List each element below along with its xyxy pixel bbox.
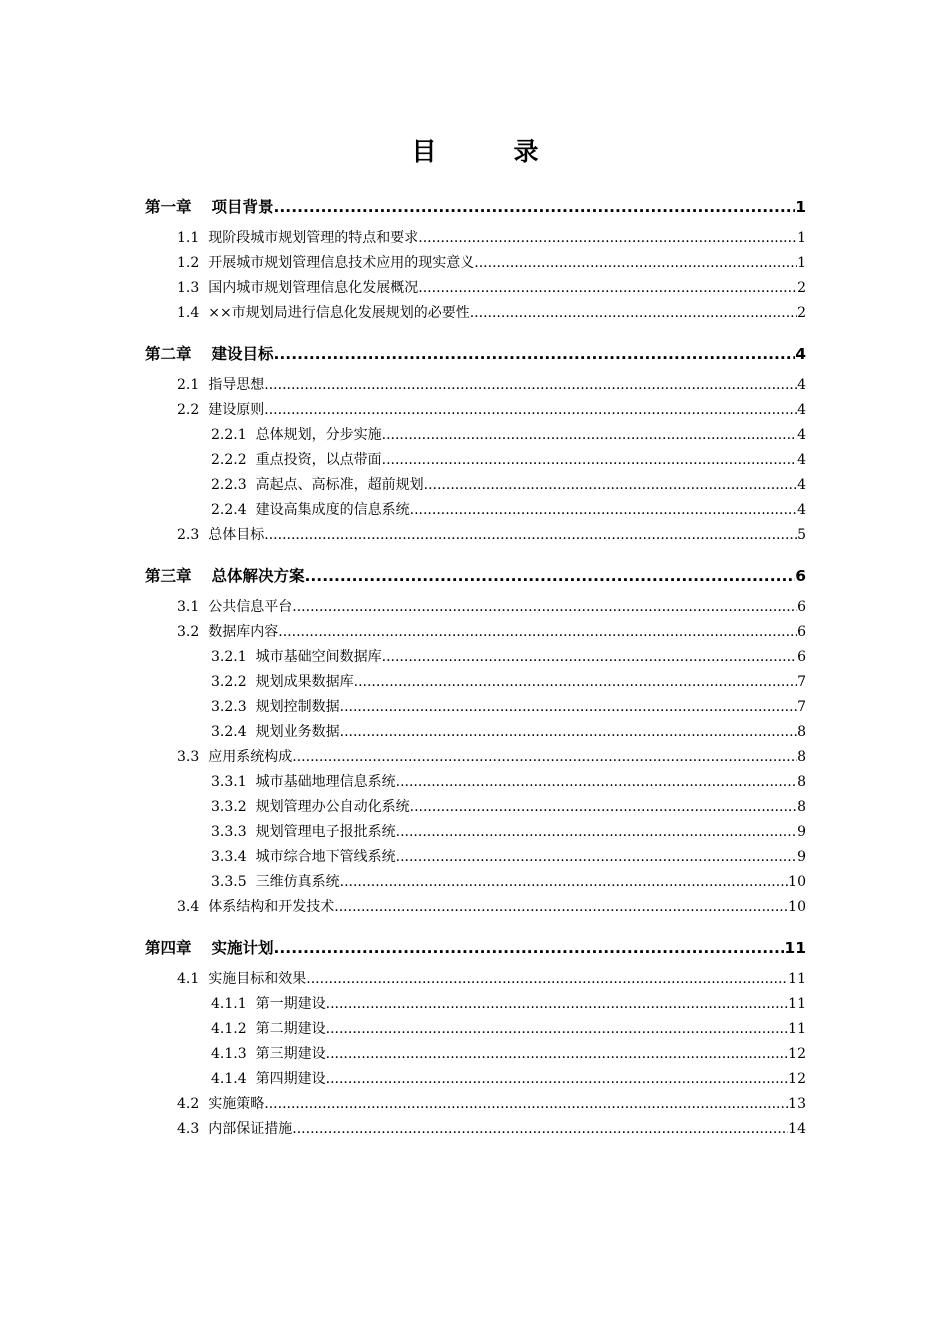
toc-section-entry[interactable] [145, 226, 806, 251]
toc-subsection-entry[interactable] [145, 870, 806, 895]
toc-subsection-entry[interactable] [145, 670, 806, 695]
toc-section-entry[interactable] [145, 595, 806, 620]
dot-leader [264, 1092, 788, 1117]
section-number: 2.2 [177, 402, 200, 418]
section-title: 开展城市规划管理信息技术应用的现实意义 [208, 255, 475, 271]
toc-subsection-entry[interactable] [145, 645, 806, 670]
section-number: 4.2 [177, 1096, 200, 1112]
toc-subsection-entry[interactable] [145, 1042, 806, 1067]
page-number: 1 [797, 230, 806, 246]
page-number: 1 [795, 198, 806, 216]
page-number: 8 [797, 749, 806, 765]
dot-leader [418, 276, 797, 301]
toc-chapter-entry[interactable] [145, 563, 806, 590]
page-number: 6 [795, 567, 806, 585]
dot-leader [410, 795, 797, 820]
toc-section-entry[interactable] [145, 1117, 806, 1142]
toc-subsection-entry[interactable] [145, 992, 806, 1017]
section-number: 2.2.2 [211, 452, 247, 468]
dot-leader [474, 251, 797, 276]
dot-leader [382, 645, 797, 670]
dot-leader [326, 1067, 789, 1092]
section-title: 城市基础地理信息系统 [255, 774, 396, 790]
section-title: 重点投资，以点带面 [255, 452, 382, 468]
section-number: 4.1.2 [211, 1021, 247, 1037]
toc-subsection-entry[interactable] [145, 720, 806, 745]
toc-subsection-entry[interactable] [145, 770, 806, 795]
page-number: 6 [797, 599, 806, 615]
toc-section-entry[interactable] [145, 895, 806, 920]
page-number: 12 [788, 1071, 806, 1087]
dot-leader [340, 695, 797, 720]
section-number: 4.1.4 [211, 1071, 247, 1087]
section-title: 国内城市规划管理信息化发展概况 [208, 280, 419, 296]
page-number: 11 [788, 971, 806, 987]
dot-leader [410, 498, 797, 523]
dot-leader [274, 341, 796, 368]
section-number: 3.3.2 [211, 799, 247, 815]
section-number: 3.2.3 [211, 699, 247, 715]
dot-leader [396, 845, 797, 870]
section-number: 3.3.5 [211, 874, 247, 890]
page-number: 8 [797, 724, 806, 740]
toc-subsection-entry[interactable] [145, 448, 806, 473]
page-number: 11 [788, 1021, 806, 1037]
section-title: 规划管理电子报批系统 [255, 824, 396, 840]
section-title: 第四期建设 [255, 1071, 326, 1087]
section-number: 2.2.1 [211, 427, 247, 443]
section-title: 总体目标 [208, 527, 265, 543]
dot-leader [292, 595, 797, 620]
section-number: 2.2.3 [211, 477, 247, 493]
page-number: 8 [797, 774, 806, 790]
dot-leader [326, 1042, 789, 1067]
page-number: 4 [795, 345, 806, 363]
section-number: 3.2.2 [211, 674, 247, 690]
page-number: 13 [788, 1096, 806, 1112]
toc-section-entry[interactable] [145, 523, 806, 548]
section-number: 4.1.1 [211, 996, 247, 1012]
toc-section-entry[interactable] [145, 276, 806, 301]
chapter-title: 项目背景 [211, 198, 274, 216]
section-number: 1.4 [177, 305, 200, 321]
toc-subsection-entry[interactable] [145, 423, 806, 448]
section-number: 1.1 [177, 230, 200, 246]
section-number: 3.3.3 [211, 824, 247, 840]
toc-subsection-entry[interactable] [145, 1017, 806, 1042]
chapter-title: 建设目标 [211, 345, 274, 363]
toc-chapter-entry[interactable] [145, 341, 806, 368]
section-number: 4.3 [177, 1121, 200, 1137]
section-number: 3.2.4 [211, 724, 247, 740]
chapter-number: 第三章 [145, 567, 192, 585]
page-number: 4 [797, 477, 806, 493]
section-title: 公共信息平台 [208, 599, 293, 615]
section-title: 高起点、高标准，超前规划 [255, 477, 424, 493]
dot-leader [354, 670, 797, 695]
toc-section-entry[interactable] [145, 398, 806, 423]
section-number: 4.1 [177, 971, 200, 987]
dot-leader [274, 194, 796, 221]
page-number: 2 [797, 280, 806, 296]
chapter-title: 总体解决方案 [211, 567, 305, 585]
toc-subsection-entry[interactable] [145, 473, 806, 498]
section-title: 应用系统构成 [208, 749, 293, 765]
section-title: 建设原则 [208, 402, 265, 418]
dot-leader [305, 563, 796, 590]
toc-subsection-entry[interactable] [145, 1067, 806, 1092]
dot-leader [396, 820, 797, 845]
chapter-title: 实施计划 [211, 939, 274, 957]
chapter-number: 第四章 [145, 939, 192, 957]
section-title: 规划控制数据 [255, 699, 340, 715]
section-number: 2.3 [177, 527, 200, 543]
dot-leader [278, 620, 797, 645]
page-title: 目 录 [411, 137, 565, 166]
page-number: 10 [788, 874, 806, 890]
dot-leader [292, 1117, 788, 1142]
page-number: 4 [797, 402, 806, 418]
toc-section-entry[interactable] [145, 745, 806, 770]
page-number: 1 [797, 255, 806, 271]
section-title: 规划业务数据 [255, 724, 340, 740]
dot-leader [326, 1017, 789, 1042]
section-number: 3.1 [177, 599, 200, 615]
dot-leader [264, 523, 797, 548]
toc-subsection-entry[interactable] [145, 845, 806, 870]
page-number: 12 [788, 1046, 806, 1062]
dot-leader [396, 770, 797, 795]
dot-leader [382, 448, 797, 473]
toc-chapter-entry[interactable] [145, 935, 806, 962]
table-of-contents [145, 194, 806, 1142]
section-title: 城市基础空间数据库 [255, 649, 382, 665]
dot-leader [264, 398, 797, 423]
section-number: 3.4 [177, 899, 200, 915]
section-title: 第三期建设 [255, 1046, 326, 1062]
section-title: 体系结构和开发技术 [208, 899, 335, 915]
section-title: 实施目标和效果 [208, 971, 307, 987]
page-number: 14 [788, 1121, 806, 1137]
dot-leader [264, 373, 797, 398]
dot-leader [326, 992, 789, 1017]
page-number: 2 [797, 305, 806, 321]
section-number: 2.2.4 [211, 502, 247, 518]
section-title: 实施策略 [208, 1096, 265, 1112]
page-number: 9 [797, 849, 806, 865]
section-number: 1.2 [177, 255, 200, 271]
section-number: 4.1.3 [211, 1046, 247, 1062]
toc-section-entry[interactable] [145, 301, 806, 326]
section-title: 内部保证措施 [208, 1121, 293, 1137]
page-number: 6 [797, 649, 806, 665]
section-title: 第一期建设 [255, 996, 326, 1012]
section-number: 3.2.1 [211, 649, 247, 665]
page-number: 11 [788, 996, 806, 1012]
page-number: 10 [788, 899, 806, 915]
page-number: 5 [797, 527, 806, 543]
page-number: 4 [797, 427, 806, 443]
dot-leader [306, 967, 788, 992]
dot-leader [340, 720, 797, 745]
section-title: 现阶段城市规划管理的特点和要求 [208, 230, 419, 246]
page-number: 7 [797, 699, 806, 715]
section-number: 3.2 [177, 624, 200, 640]
chapter-number: 第一章 [145, 198, 192, 216]
section-title: 数据库内容 [208, 624, 279, 640]
dot-leader [424, 473, 797, 498]
dot-leader [334, 895, 788, 920]
toc-section-entry[interactable] [145, 1092, 806, 1117]
toc-section-entry[interactable] [145, 251, 806, 276]
dot-leader [340, 870, 789, 895]
section-number: 3.3 [177, 749, 200, 765]
dot-leader [292, 745, 797, 770]
page-number: 4 [797, 452, 806, 468]
page-number: 9 [797, 824, 806, 840]
section-title: 指导思想 [208, 377, 265, 393]
chapter-number: 第二章 [145, 345, 192, 363]
section-title: ××市规划局进行信息化发展规划的必要性 [208, 305, 470, 321]
section-number: 3.3.4 [211, 849, 247, 865]
section-title: 城市综合地下管线系统 [255, 849, 396, 865]
dot-leader [470, 301, 797, 326]
toc-subsection-entry[interactable] [145, 820, 806, 845]
page-number: 11 [784, 939, 806, 957]
section-number: 1.3 [177, 280, 200, 296]
toc-subsection-entry[interactable] [145, 795, 806, 820]
page-number: 4 [797, 502, 806, 518]
dot-leader [274, 935, 785, 962]
section-title: 规划管理办公自动化系统 [255, 799, 410, 815]
dot-leader [382, 423, 797, 448]
toc-section-entry[interactable] [145, 373, 806, 398]
toc-subsection-entry[interactable] [145, 695, 806, 720]
toc-chapter-entry[interactable] [145, 194, 806, 221]
section-title: 第二期建设 [255, 1021, 326, 1037]
toc-section-entry[interactable] [145, 620, 806, 645]
section-number: 2.1 [177, 377, 200, 393]
section-title: 三维仿真系统 [255, 874, 340, 890]
section-title: 总体规划，分步实施 [255, 427, 382, 443]
page-number: 8 [797, 799, 806, 815]
toc-section-entry[interactable] [145, 967, 806, 992]
section-title: 建设高集成度的信息系统 [255, 502, 410, 518]
toc-subsection-entry[interactable] [145, 498, 806, 523]
page-number: 6 [797, 624, 806, 640]
section-number: 3.3.1 [211, 774, 247, 790]
dot-leader [418, 226, 797, 251]
page-number: 7 [797, 674, 806, 690]
section-title: 规划成果数据库 [255, 674, 354, 690]
page-number: 4 [797, 377, 806, 393]
